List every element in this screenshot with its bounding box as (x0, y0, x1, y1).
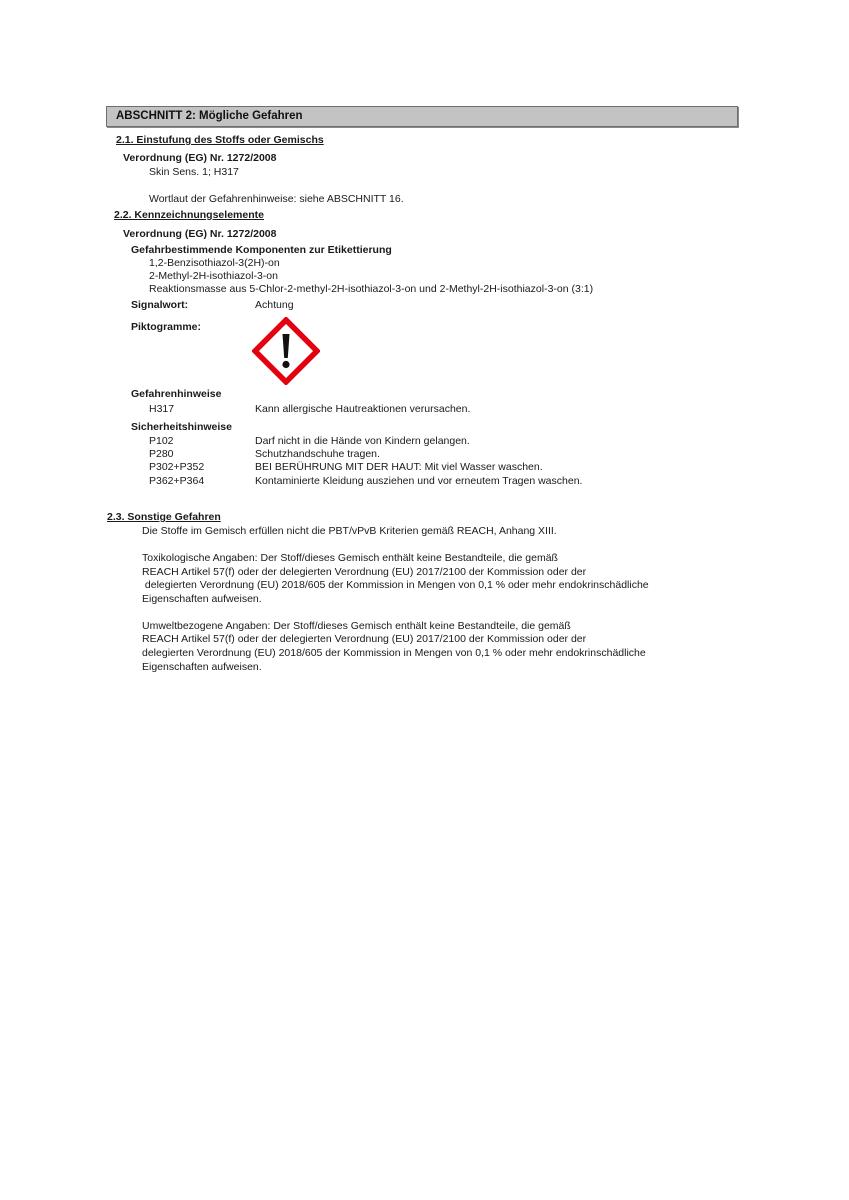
hazard-wording-note: Wortlaut der Gefahrenhinweise: siehe ABSCHNITT 16. (149, 193, 404, 205)
env-text-line: REACH Artikel 57(f) oder der delegierten Verordnung (EU) 2017/2100 der Kommission oder der (142, 633, 587, 645)
env-text-line: delegierten Verordnung (EU) 2018/605 der Kommission in Mengen von 0,1 % oder mehr endokrinschädliche (142, 647, 646, 659)
tox-text-line: delegierten Verordnung (EU) 2018/605 der Kommission in Mengen von 0,1 % oder mehr endokrinschädliche (142, 579, 649, 591)
env-text-line: Eigenschaften aufweisen. (142, 661, 262, 673)
tox-text-line: Toxikologische Angaben: Der Stoff/dieses Gemisch enthält keine Bestandteile, die gemäß (142, 552, 558, 564)
hazard-code: H317 (149, 403, 175, 415)
heading-2-3: 2.3. Sonstige Gefahren (107, 511, 221, 523)
regulation-label-2-2: Verordnung (EG) Nr. 1272/2008 (123, 228, 277, 240)
precaution-text: Darf nicht in die Hände von Kindern gelangen. (255, 435, 470, 447)
precautionary-statements-label: Sicherheitshinweise (131, 421, 232, 433)
pbt-statement: Die Stoffe im Gemisch erfüllen nicht die PBT/vPvB Kriterien gemäß REACH, Anhang XIII. (142, 525, 557, 537)
hazard-text: Kann allergische Hautreaktionen verursachen. (255, 403, 471, 415)
pictograms-label: Piktogramme: (131, 321, 202, 333)
component-item: 1,2-Benzisothiazol-3(2H)-on (149, 257, 280, 269)
precaution-text: Schutzhandschuhe tragen. (255, 448, 380, 460)
precaution-code: P362+P364 (149, 475, 205, 487)
section-title: ABSCHNITT 2: Mögliche Gefahren (116, 110, 303, 122)
component-item: 2-Methyl-2H-isothiazol-3-on (149, 270, 278, 282)
component-item: Reaktionsmasse aus 5-Chlor-2-methyl-2H-isothiazol-3-on und 2-Methyl-2H-isothiazol-3-on (3:1) (149, 283, 594, 295)
heading-2-2: 2.2. Kennzeichnungselemente (114, 209, 264, 221)
signal-word-label: Signalwort: (131, 299, 189, 311)
signal-word-value: Achtung (255, 299, 294, 311)
env-text-line: Umweltbezogene Angaben: Der Stoff/dieses Gemisch enthält keine Bestandteile, die gemäß (142, 620, 571, 632)
precaution-text: Kontaminierte Kleidung ausziehen und vor erneutem Tragen waschen. (255, 475, 583, 487)
precaution-code: P280 (149, 448, 174, 460)
tox-text-line: Eigenschaften aufweisen. (142, 593, 262, 605)
classification-text: Skin Sens. 1; H317 (149, 166, 239, 178)
tox-text-line: REACH Artikel 57(f) oder der delegierten Verordnung (EU) 2017/2100 der Kommission oder der (142, 566, 587, 578)
hazard-statements-label: Gefahrenhinweise (131, 388, 222, 400)
precaution-code: P102 (149, 435, 174, 447)
heading-2-1: 2.1. Einstufung des Stoffs oder Gemischs (116, 134, 324, 146)
ghs-exclamation-mark-icon (252, 317, 320, 385)
precaution-text: BEI BERÜHRUNG MIT DER HAUT: Mit viel Wasser waschen. (255, 461, 543, 473)
precaution-code: P302+P352 (149, 461, 205, 473)
components-label: Gefahrbestimmende Komponenten zur Etikettierung (131, 244, 392, 256)
section-header-bar (106, 106, 738, 127)
regulation-label-2-1: Verordnung (EG) Nr. 1272/2008 (123, 152, 277, 164)
